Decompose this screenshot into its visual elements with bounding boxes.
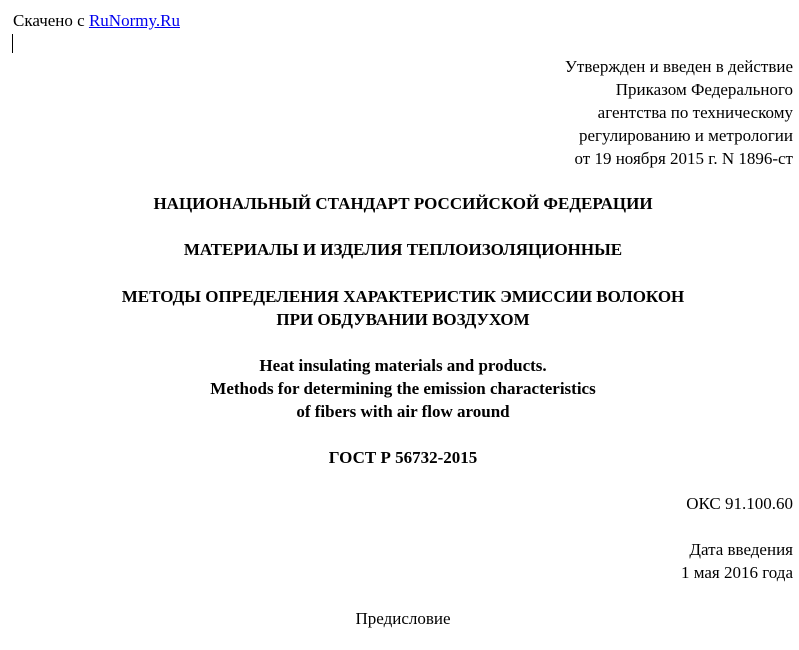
- oks-code: ОКС 91.100.60: [686, 494, 793, 513]
- source-prefix: Скачено с: [13, 11, 89, 30]
- methods-heading-line2: ПРИ ОБДУВАНИИ ВОЗДУХОМ: [276, 310, 530, 329]
- english-title-line1: Heat insulating materials and products.: [259, 356, 547, 375]
- approval-line: от 19 ноября 2015 г. N 1896-ст: [574, 149, 793, 168]
- approval-line: регулированию и метрологии: [578, 126, 793, 145]
- introduction-date: 1 мая 2016 года: [680, 563, 793, 582]
- methods-heading-line1: МЕТОДЫ ОПРЕДЕЛЕНИЯ ХАРАКТЕРИСТИК ЭМИССИИ ВОЛОКОН: [121, 287, 685, 306]
- subject-heading: МАТЕРИАЛЫ И ИЗДЕЛИЯ ТЕПЛОИЗОЛЯЦИОННЫЕ: [183, 240, 623, 259]
- approval-line: Утвержден и введен в действие: [564, 57, 793, 76]
- foreword-heading: Предисловие: [355, 609, 451, 628]
- english-title-line3: of fibers with air flow around: [296, 402, 510, 421]
- approval-line: агентства по техническому: [597, 103, 793, 122]
- approval-line: Приказом Федерального: [615, 80, 793, 99]
- standard-designation: ГОСТ Р 56732-2015: [328, 448, 478, 467]
- english-title-line2: Methods for determining the emission characteristics: [210, 379, 596, 398]
- introduction-date-label: Дата введения: [689, 540, 793, 559]
- national-standard-heading: НАЦИОНАЛЬНЫЙ СТАНДАРТ РОССИЙСКОЙ ФЕДЕРАЦИИ: [153, 194, 653, 213]
- approval-block: [565, 55, 793, 170]
- source-link[interactable]: RuNormy.Ru: [88, 11, 180, 30]
- text-cursor: [12, 34, 13, 53]
- download-source: [13, 9, 180, 32]
